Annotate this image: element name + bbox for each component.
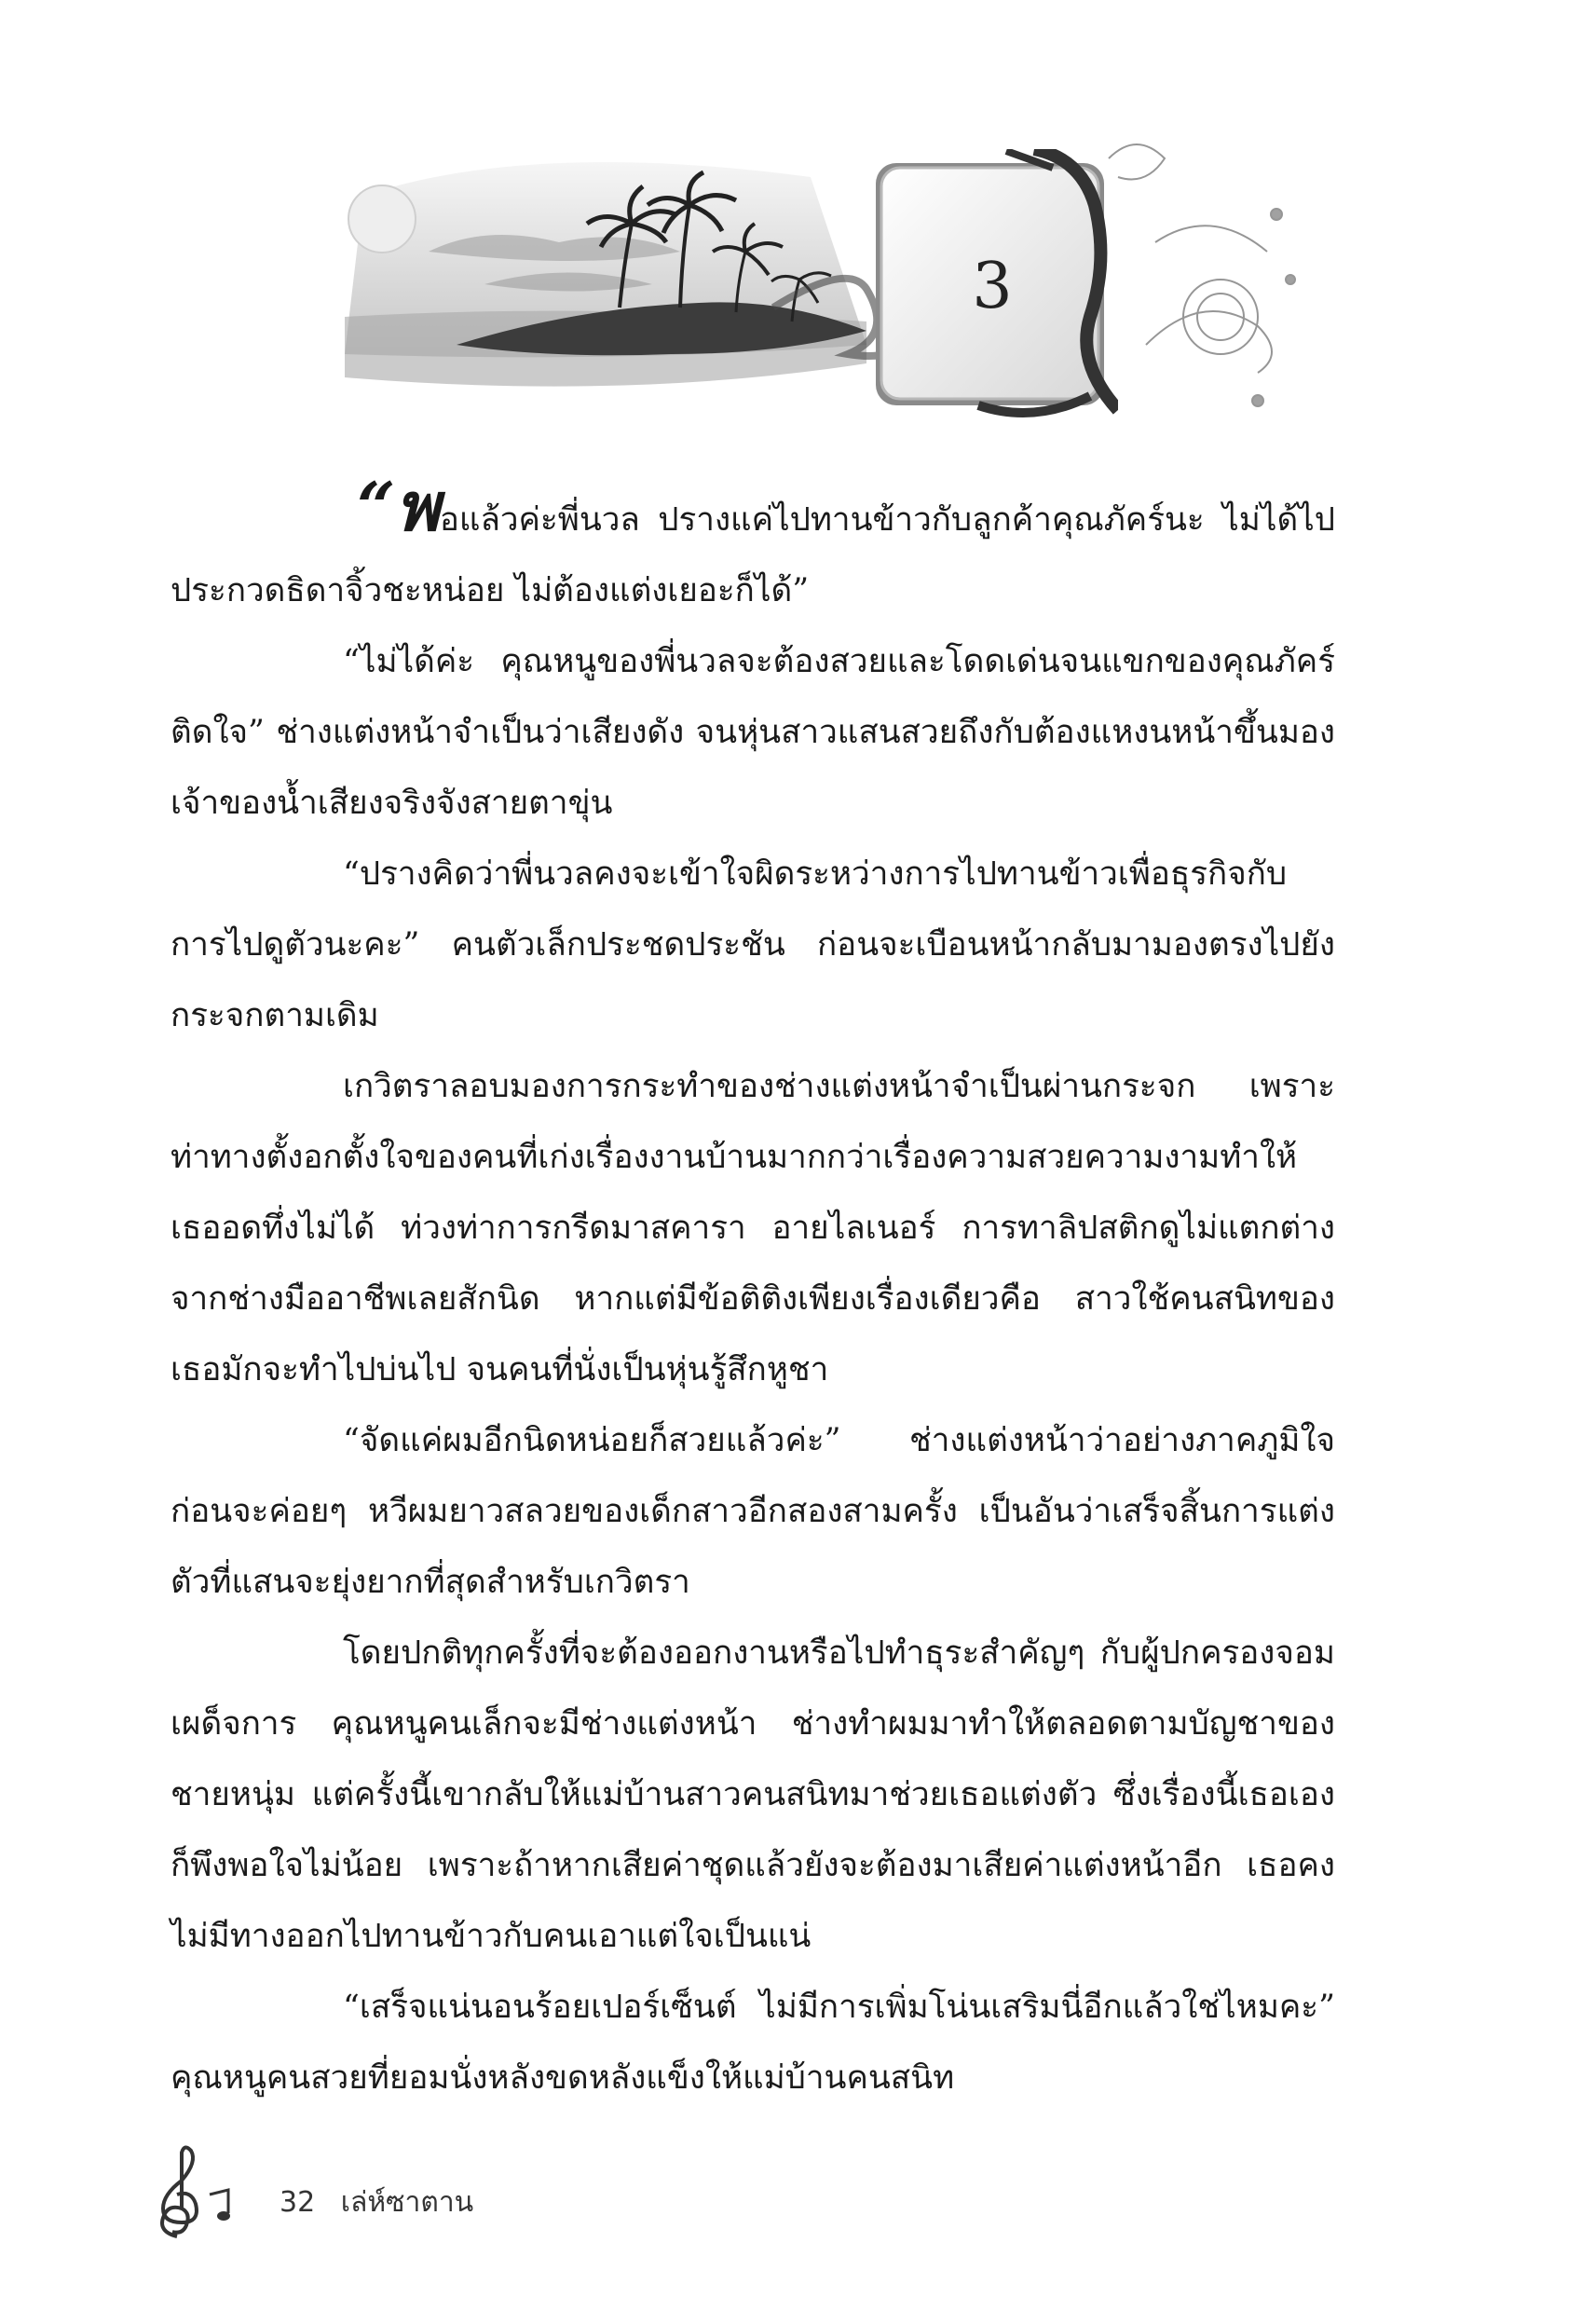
page-footer	[140, 2143, 606, 2246]
paragraph-text: อแล้วค่ะพี่นวล ปรางแค่ไปทานข้าวกับลูกค้าคุณภัคร์นะ ไม่ได้ไปประกวดธิดาจิ้วชะหน่อย ไม่ต้องแต่งเยอะก็ได้”	[171, 501, 1335, 609]
treble-clef-icon	[140, 2143, 252, 2246]
chapter-number: 3	[972, 250, 1013, 323]
paragraph: “ปรางคิดว่าพี่นวลคงจะเข้าใจผิดระหว่างการไปทานข้าวเพื่อธุรกิจกับการไปดูตัวนะคะ” คนตัวเล็กประชดประชัน ก่อนจะเบือนหน้ากลับมามองตรงไปยังกระจกตามเดิม	[171, 855, 1335, 1034]
chapter-frame	[866, 149, 1118, 419]
paragraph: “เสร็จแน่นอนร้อยเปอร์เซ็นต์ ไม่มีการเพิ่มโน่นเสริมนี่อีกแล้วใช่ไหมคะ” คุณหนูคนสวยที่ยอมนั่งหลังขดหลังแข็งให้แม่บ้านคนสนิท	[171, 1989, 1335, 2097]
header-illustration	[345, 121, 1314, 457]
drop-cap: “พ	[357, 467, 440, 546]
page-number: 32	[280, 2186, 316, 2219]
paragraph: “จัดแค่ผมอีกนิดหน่อยก็สวยแล้วค่ะ” ช่างแต่งหน้าว่าอย่างภาคภูมิใจ ก่อนจะค่อยๆ หวีผมยาวสลวยของเด็กสาวอีกสองสามครั้ง เป็นอันว่าเสร็จสิ้นการแต่งตัวที่แสนจะยุ่งยากที่สุดสำหรับเกวิตรา	[171, 1422, 1335, 1601]
book-title: เล่ห์ซาตาน	[340, 2186, 474, 2219]
footer-text	[280, 2181, 490, 2224]
paragraph	[171, 467, 1335, 626]
paragraph: เกวิตราลอบมองการกระทำของช่างแต่งหน้าจำเป็นผ่านกระจก เพราะท่าทางตั้งอกตั้งใจของคนที่เก่งเรื่องงานบ้านมากกว่าเรื่องความสวยความงามทำให้เธออดทึ่งไม่ได้ ท่วงท่าการกรีดมาสคารา อายไลเนอร์ การทาลิปสติกดูไม่แตกต่างจากช่างมืออาชีพเลยสักนิด หากแต่มีข้อติติงเพียงเรื่องเดียวคือ สาวใช้คนสนิทของเธอมักจะทำไปบ่นไป จนคนที่นั่งเป็นหุ่นรู้สึกหูชา	[171, 1068, 1335, 1388]
chapter-body	[171, 467, 1335, 2113]
paragraph: โดยปกติทุกครั้งที่จะต้องออกงานหรือไปทำธุระสำคัญๆ กับผู้ปกครองจอมเผด็จการ คุณหนูคนเล็กจะมีช่างแต่งหน้า ช่างทำผมมาทำให้ตลอดตามบัญชาของชายหนุ่ม แต่ครั้งนี้เขากลับให้แม่บ้านสาวคนสนิทมาช่วยเธอแต่งตัว ซึ่งเรื่องนี้เธอเองก็พึงพอใจไม่น้อย เพราะถ้าหากเสียค่าชุดแล้วยังจะต้องมาเสียค่าแต่งหน้าอีก เธอคงไม่มีทางออกไปทานข้าวกับคนเอาแต่ใจเป็นแน่	[171, 1634, 1335, 1955]
paragraph: “ไม่ได้ค่ะ คุณหนูของพี่นวลจะต้องสวยและโดดเด่นจนแขกของคุณภัคร์ติดใจ” ช่างแต่งหน้าจำเป็นว่าเสียงดัง จนหุ่นสาวแสนสวยถึงกับต้องแหงนหน้าขึ้นมองเจ้าของน้ำเสียงจริงจังสายตาขุ่น	[171, 643, 1335, 822]
decorative-swirls	[1109, 144, 1295, 406]
sun	[348, 185, 416, 253]
